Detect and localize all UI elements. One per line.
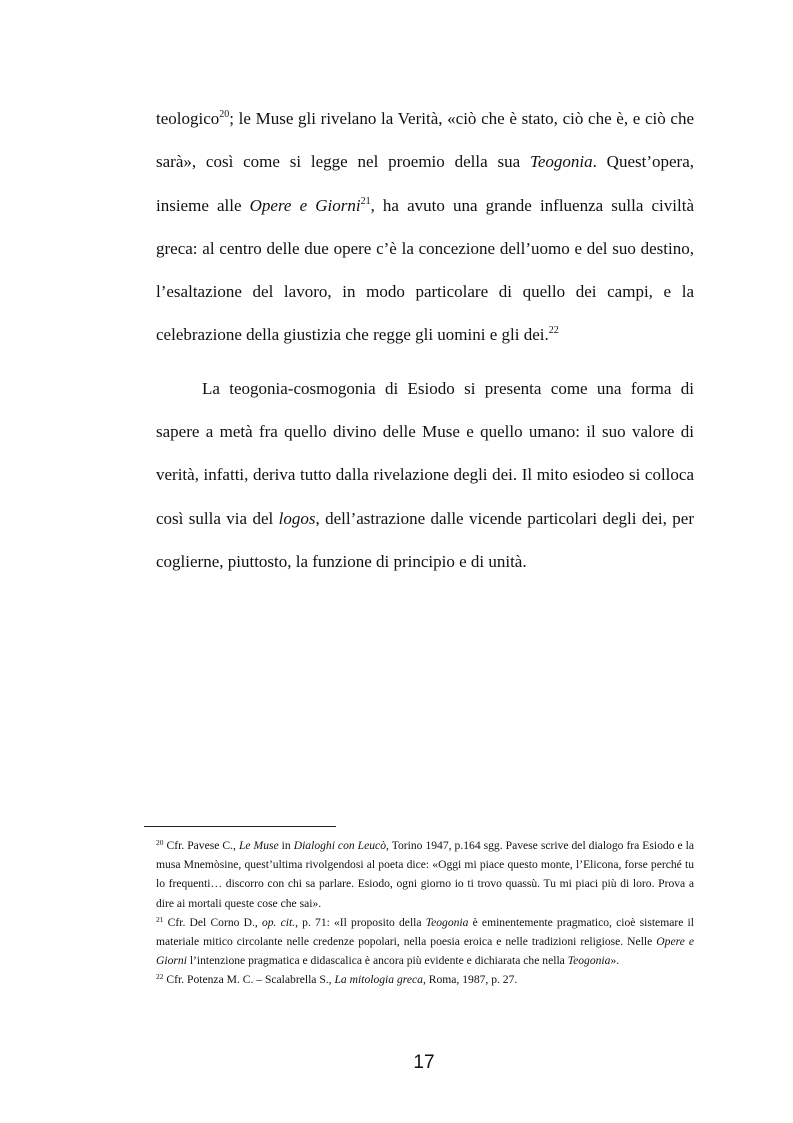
paragraph-1: teologico$^{20}$; le Muse gli rivelano la Verità, «ciò che è stato, ciò che è, e ciò che sarà», così come si legge nel proemio della sua Teogonia. Quest’opera, insieme alle Opere e Giorni$^{21}$, ha avuto una grande influenza sulla civiltà greca: al centro delle due opere c’è la concezione dell’uomo e del suo destino, l’esaltazione del lavoro, in modo particolare di quello dei campi, e la celebrazione della giustizia che regge gli uomini e gli dei.$^{22}$ [156,109,694,345]
page-number: 17 [413,1052,435,1073]
footnotes [156,836,694,990]
footnote-ref-20[interactable]: 20 [219,109,230,120]
term-logos: logos [278,508,316,528]
title-teogonia: Teogonia [529,152,593,172]
footnote-ref-22[interactable]: 22 [548,325,559,337]
footnote-separator [144,826,336,827]
footnote-20: $^{20}$ Cfr. Pavese C., Le Muse in Dialoghi con Leucò, Torino 1947, p.164 sgg. Pavese scrive del dialogo fra Esiodo e la musa Mnemòsine, quest’ultima rivolgendosi al poeta dice: «Oggi mi piace questo monte, l’Elicona, forse perché tu lo frequenti… discorro con chi sa parlare. Esiodo, ogni giorno io ti trovo quassù. Tu mi piaci più di loro. Prova a dire ai mortali queste cose che sai». [156,838,695,910]
footnote-21: $^{21}$ Cfr. Del Corno D., op. cit., p. 71: «Il proposito della Teogonia è eminentemente pragmatico, cioè sistemare il materiale mitico circolante nelle credenze popolari, nella poesia eroica e nelle tradizioni religiose. Nelle Opere e Giorni l’intenzione pragmatica e didascalica è ancora più evidente e dichiarata che nella Teogonia». [156,914,694,968]
paragraph-2: La teogonia-cosmogonia di Esiodo si presenta come una forma di sapere a metà fra quello divino delle Muse e quello umano: il suo valore di verità, infatti, deriva tutto dalla rivelazione degli dei. Il mito esiodeo si colloca così sulla via del logos, dell’astrazione dalle vicende particolari degli dei, per coglierne, piuttosto, la funzione di principio e di unità. [156,378,694,571]
footnote-ref-21[interactable]: 21 [360,195,371,207]
body-text [156,97,694,583]
title-opere-e-giorni: Opere e Giorni [249,195,361,215]
footnote-22: $^{22}$ Cfr. Potenza M. C. – Scalabrella S., La mitologia greca, Roma, 1987, p. 27. [156,972,518,987]
